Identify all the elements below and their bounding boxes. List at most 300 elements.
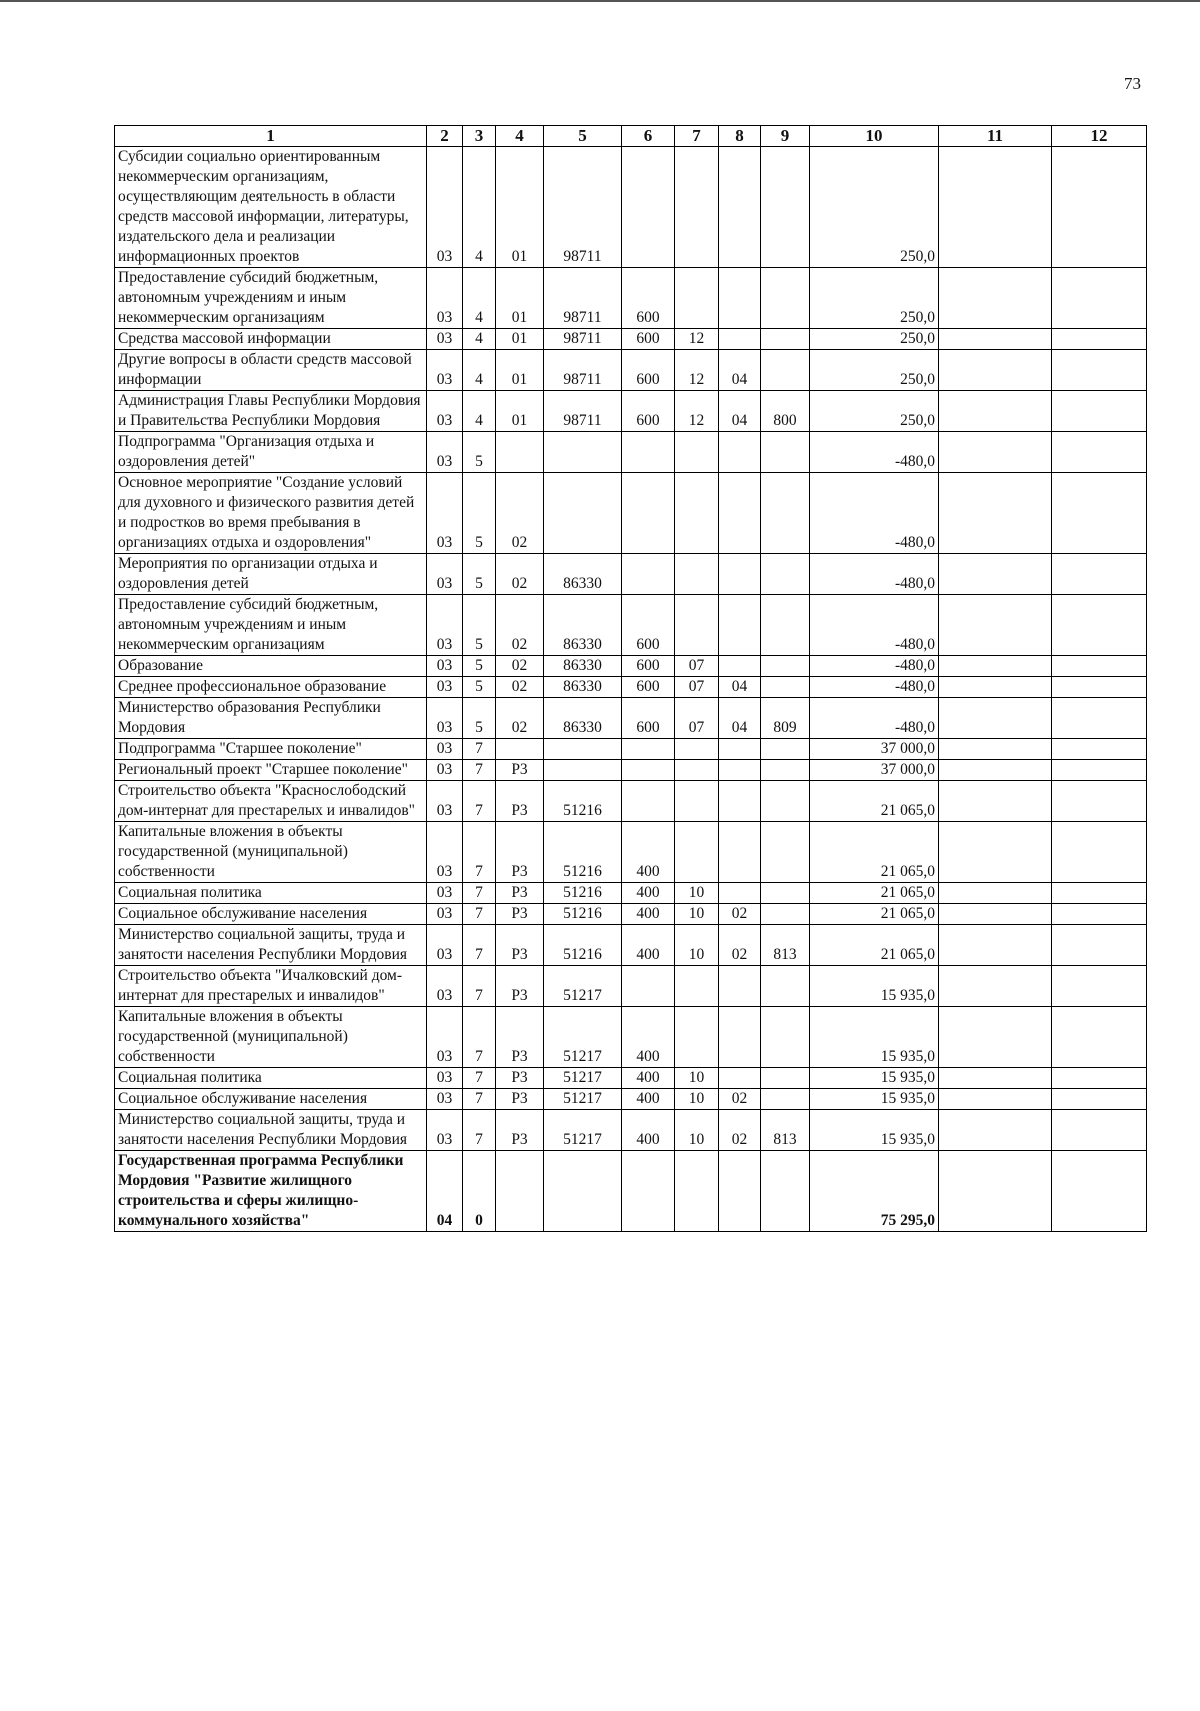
- direction-code-cell: [544, 739, 622, 760]
- section-code-cell: 03: [427, 473, 463, 554]
- column-12-cell: [1052, 595, 1147, 656]
- table-row: [115, 554, 1147, 595]
- amount-cell: 250,0: [810, 350, 939, 391]
- column-12-cell: [1052, 925, 1147, 966]
- direction-code-cell: 98711: [544, 350, 622, 391]
- column-header: 8: [719, 126, 761, 147]
- column-11-cell: [939, 432, 1052, 473]
- subsection-cell: 02: [719, 904, 761, 925]
- expense-type-cell: [622, 781, 675, 822]
- direction-code-cell: 51217: [544, 1089, 622, 1110]
- event-code-cell: 01: [496, 391, 544, 432]
- ministry-code-cell: [761, 147, 810, 268]
- ministry-code-cell: [761, 432, 810, 473]
- expense-type-cell: 600: [622, 391, 675, 432]
- row-name-cell: Подпрограмма "Организация отдыха и оздоровления детей": [115, 432, 427, 473]
- event-code-cell: [496, 739, 544, 760]
- column-11-cell: [939, 781, 1052, 822]
- column-11-cell: [939, 147, 1052, 268]
- column-12-cell: [1052, 473, 1147, 554]
- event-code-cell: P3: [496, 1068, 544, 1089]
- ministry-code-cell: [761, 473, 810, 554]
- column-12-cell: [1052, 883, 1147, 904]
- expense-type-cell: 400: [622, 1007, 675, 1068]
- table-body: [115, 147, 1147, 1232]
- subsection-cell: 02: [719, 1089, 761, 1110]
- expense-type-cell: 600: [622, 329, 675, 350]
- row-name-cell: Министерство социальной защиты, труда и занятости населения Республики Мордовия: [115, 1110, 427, 1151]
- section-code-cell: 03: [427, 1110, 463, 1151]
- table-row: [115, 781, 1147, 822]
- event-code-cell: [496, 432, 544, 473]
- amount-cell: 250,0: [810, 147, 939, 268]
- row-name-cell: Социальная политика: [115, 883, 427, 904]
- amount-cell: 21 065,0: [810, 781, 939, 822]
- event-code-cell: P3: [496, 760, 544, 781]
- ministry-code-cell: [761, 781, 810, 822]
- direction-code-cell: 51216: [544, 822, 622, 883]
- event-code-cell: P3: [496, 925, 544, 966]
- chapter-cell: 10: [675, 925, 719, 966]
- column-11-cell: [939, 822, 1052, 883]
- column-11-cell: [939, 760, 1052, 781]
- expense-type-cell: 600: [622, 698, 675, 739]
- column-header: 1: [115, 126, 427, 147]
- column-header: 12: [1052, 126, 1147, 147]
- row-name-cell: Субсидии социально ориентированным некоммерческим организациям, осуществляющим деятельность в области средств массовой информации, литературы, издательского дела и реализации информационных проектов: [115, 147, 427, 268]
- subprogram-code-cell: 7: [463, 1007, 496, 1068]
- row-name-cell: Мероприятия по организации отдыха и оздоровления детей: [115, 554, 427, 595]
- budget-table: [114, 125, 1147, 1232]
- column-12-cell: [1052, 781, 1147, 822]
- direction-code-cell: 51216: [544, 925, 622, 966]
- subsection-cell: [719, 473, 761, 554]
- section-code-cell: 03: [427, 391, 463, 432]
- table-header-row: [115, 126, 1147, 147]
- column-11-cell: [939, 554, 1052, 595]
- chapter-cell: [675, 739, 719, 760]
- direction-code-cell: 51217: [544, 1068, 622, 1089]
- ministry-code-cell: 813: [761, 925, 810, 966]
- table-row: [115, 739, 1147, 760]
- section-code-cell: 03: [427, 350, 463, 391]
- row-name-cell: Социальная политика: [115, 1068, 427, 1089]
- column-11-cell: [939, 1110, 1052, 1151]
- table-row: [115, 656, 1147, 677]
- chapter-cell: [675, 147, 719, 268]
- direction-code-cell: [544, 473, 622, 554]
- section-code-cell: 03: [427, 595, 463, 656]
- ministry-code-cell: [761, 595, 810, 656]
- table-row: [115, 925, 1147, 966]
- subprogram-code-cell: 7: [463, 904, 496, 925]
- row-name-cell: Министерство образования Республики Мордовия: [115, 698, 427, 739]
- direction-code-cell: 98711: [544, 329, 622, 350]
- event-code-cell: 01: [496, 268, 544, 329]
- amount-cell: -480,0: [810, 698, 939, 739]
- direction-code-cell: 98711: [544, 391, 622, 432]
- section-code-cell: 03: [427, 1007, 463, 1068]
- section-code-cell: 03: [427, 656, 463, 677]
- direction-code-cell: [544, 432, 622, 473]
- expense-type-cell: [622, 432, 675, 473]
- section-code-cell: 03: [427, 432, 463, 473]
- row-name-cell: Средства массовой информации: [115, 329, 427, 350]
- direction-code-cell: 86330: [544, 656, 622, 677]
- event-code-cell: 01: [496, 350, 544, 391]
- chapter-cell: [675, 760, 719, 781]
- direction-code-cell: 51217: [544, 1110, 622, 1151]
- row-name-cell: Основное мероприятие "Создание условий для духовного и физического развития детей и подростков во время пребывания в организациях отдыха и оздоровления": [115, 473, 427, 554]
- subsection-cell: 04: [719, 677, 761, 698]
- subprogram-code-cell: 7: [463, 760, 496, 781]
- table-row: [115, 698, 1147, 739]
- table-row: [115, 822, 1147, 883]
- subprogram-code-cell: 7: [463, 925, 496, 966]
- column-11-cell: [939, 268, 1052, 329]
- chapter-cell: 12: [675, 391, 719, 432]
- chapter-cell: [675, 822, 719, 883]
- event-code-cell: P3: [496, 1007, 544, 1068]
- column-12-cell: [1052, 760, 1147, 781]
- chapter-cell: 07: [675, 698, 719, 739]
- row-name-cell: Подпрограмма "Старшее поколение": [115, 739, 427, 760]
- column-header: 5: [544, 126, 622, 147]
- amount-cell: 21 065,0: [810, 822, 939, 883]
- section-code-cell: 03: [427, 883, 463, 904]
- ministry-code-cell: [761, 822, 810, 883]
- subsection-cell: [719, 966, 761, 1007]
- amount-cell: 15 935,0: [810, 1007, 939, 1068]
- table-row: [115, 883, 1147, 904]
- column-12-cell: [1052, 966, 1147, 1007]
- column-12-cell: [1052, 1007, 1147, 1068]
- table-row: [115, 268, 1147, 329]
- section-code-cell: 03: [427, 329, 463, 350]
- ministry-code-cell: [761, 656, 810, 677]
- chapter-cell: 12: [675, 329, 719, 350]
- column-11-cell: [939, 391, 1052, 432]
- subprogram-code-cell: 4: [463, 391, 496, 432]
- column-11-cell: [939, 473, 1052, 554]
- direction-code-cell: [544, 1151, 622, 1232]
- column-11-cell: [939, 329, 1052, 350]
- subsection-cell: [719, 1151, 761, 1232]
- section-code-cell: 03: [427, 760, 463, 781]
- expense-type-cell: [622, 739, 675, 760]
- ministry-code-cell: [761, 966, 810, 1007]
- amount-cell: 15 935,0: [810, 1089, 939, 1110]
- column-12-cell: [1052, 677, 1147, 698]
- top-border-line: [0, 0, 1200, 2]
- chapter-cell: 10: [675, 1089, 719, 1110]
- chapter-cell: [675, 473, 719, 554]
- amount-cell: 21 065,0: [810, 883, 939, 904]
- direction-code-cell: [544, 760, 622, 781]
- table-row: [115, 904, 1147, 925]
- expense-type-cell: [622, 760, 675, 781]
- column-header: 11: [939, 126, 1052, 147]
- subprogram-code-cell: 5: [463, 554, 496, 595]
- subsection-cell: [719, 760, 761, 781]
- direction-code-cell: 86330: [544, 698, 622, 739]
- ministry-code-cell: [761, 677, 810, 698]
- column-12-cell: [1052, 147, 1147, 268]
- expense-type-cell: [622, 554, 675, 595]
- ministry-code-cell: [761, 739, 810, 760]
- expense-type-cell: [622, 966, 675, 1007]
- column-header: 6: [622, 126, 675, 147]
- subsection-cell: [719, 1007, 761, 1068]
- column-11-cell: [939, 1151, 1052, 1232]
- subsection-cell: [719, 1068, 761, 1089]
- amount-cell: 21 065,0: [810, 925, 939, 966]
- subsection-cell: [719, 822, 761, 883]
- amount-cell: -480,0: [810, 473, 939, 554]
- section-code-cell: 03: [427, 966, 463, 1007]
- column-header: 3: [463, 126, 496, 147]
- table-row: [115, 391, 1147, 432]
- column-11-cell: [939, 904, 1052, 925]
- column-11-cell: [939, 1089, 1052, 1110]
- direction-code-cell: 51216: [544, 781, 622, 822]
- expense-type-cell: 600: [622, 677, 675, 698]
- amount-cell: 250,0: [810, 268, 939, 329]
- expense-type-cell: 600: [622, 656, 675, 677]
- table-row: [115, 1151, 1147, 1232]
- table-row: [115, 1110, 1147, 1151]
- event-code-cell: P3: [496, 1089, 544, 1110]
- table-row: [115, 432, 1147, 473]
- section-code-cell: 03: [427, 1068, 463, 1089]
- direction-code-cell: 86330: [544, 595, 622, 656]
- column-header: 4: [496, 126, 544, 147]
- direction-code-cell: 86330: [544, 677, 622, 698]
- subprogram-code-cell: 7: [463, 739, 496, 760]
- expense-type-cell: 600: [622, 595, 675, 656]
- event-code-cell: P3: [496, 822, 544, 883]
- direction-code-cell: 98711: [544, 268, 622, 329]
- expense-type-cell: 400: [622, 822, 675, 883]
- subsection-cell: 02: [719, 925, 761, 966]
- event-code-cell: P3: [496, 966, 544, 1007]
- column-11-cell: [939, 739, 1052, 760]
- subsection-cell: 02: [719, 1110, 761, 1151]
- column-12-cell: [1052, 1068, 1147, 1089]
- amount-cell: 250,0: [810, 329, 939, 350]
- chapter-cell: 10: [675, 1068, 719, 1089]
- subsection-cell: [719, 329, 761, 350]
- ministry-code-cell: [761, 760, 810, 781]
- chapter-cell: [675, 1151, 719, 1232]
- event-code-cell: P3: [496, 904, 544, 925]
- chapter-cell: [675, 966, 719, 1007]
- subprogram-code-cell: 5: [463, 595, 496, 656]
- column-12-cell: [1052, 904, 1147, 925]
- amount-cell: -480,0: [810, 554, 939, 595]
- column-12-cell: [1052, 268, 1147, 329]
- subsection-cell: [719, 883, 761, 904]
- chapter-cell: [675, 1007, 719, 1068]
- table-row: [115, 473, 1147, 554]
- row-name-cell: Предоставление субсидий бюджетным, автономным учреждениям и иным некоммерческим организациям: [115, 595, 427, 656]
- chapter-cell: 07: [675, 677, 719, 698]
- table-row: [115, 147, 1147, 268]
- amount-cell: 75 295,0: [810, 1151, 939, 1232]
- ministry-code-cell: [761, 1007, 810, 1068]
- event-code-cell: 02: [496, 698, 544, 739]
- subprogram-code-cell: 7: [463, 966, 496, 1007]
- row-name-cell: Образование: [115, 656, 427, 677]
- subsection-cell: 04: [719, 391, 761, 432]
- subsection-cell: [719, 554, 761, 595]
- row-name-cell: Социальное обслуживание населения: [115, 904, 427, 925]
- event-code-cell: 02: [496, 554, 544, 595]
- expense-type-cell: [622, 1151, 675, 1232]
- expense-type-cell: [622, 473, 675, 554]
- subprogram-code-cell: 5: [463, 473, 496, 554]
- subprogram-code-cell: 7: [463, 1110, 496, 1151]
- column-11-cell: [939, 595, 1052, 656]
- direction-code-cell: 51216: [544, 883, 622, 904]
- expense-type-cell: 600: [622, 268, 675, 329]
- expense-type-cell: 400: [622, 1089, 675, 1110]
- column-11-cell: [939, 677, 1052, 698]
- chapter-cell: [675, 595, 719, 656]
- subprogram-code-cell: 5: [463, 698, 496, 739]
- row-name-cell: Региональный проект "Старшее поколение": [115, 760, 427, 781]
- subsection-cell: [719, 781, 761, 822]
- event-code-cell: 02: [496, 595, 544, 656]
- subprogram-code-cell: 7: [463, 1089, 496, 1110]
- amount-cell: 37 000,0: [810, 760, 939, 781]
- column-11-cell: [939, 966, 1052, 1007]
- subprogram-code-cell: 4: [463, 147, 496, 268]
- event-code-cell: 01: [496, 147, 544, 268]
- direction-code-cell: 98711: [544, 147, 622, 268]
- table-row: [115, 1007, 1147, 1068]
- column-12-cell: [1052, 656, 1147, 677]
- amount-cell: 15 935,0: [810, 1110, 939, 1151]
- row-name-cell: Капитальные вложения в объекты государственной (муниципальной) собственности: [115, 822, 427, 883]
- event-code-cell: P3: [496, 883, 544, 904]
- table-row: [115, 1089, 1147, 1110]
- column-11-cell: [939, 350, 1052, 391]
- row-name-cell: Строительство объекта "Ичалковский дом-интернат для престарелых и инвалидов": [115, 966, 427, 1007]
- row-name-cell: Администрация Главы Республики Мордовия и Правительства Республики Мордовия: [115, 391, 427, 432]
- section-code-cell: 04: [427, 1151, 463, 1232]
- expense-type-cell: 400: [622, 883, 675, 904]
- column-header: 2: [427, 126, 463, 147]
- amount-cell: 15 935,0: [810, 966, 939, 1007]
- subprogram-code-cell: 7: [463, 1068, 496, 1089]
- expense-type-cell: 400: [622, 904, 675, 925]
- section-code-cell: 03: [427, 1089, 463, 1110]
- row-name-cell: Строительство объекта "Краснослободский дом-интернат для престарелых и инвалидов": [115, 781, 427, 822]
- amount-cell: -480,0: [810, 656, 939, 677]
- subprogram-code-cell: 5: [463, 656, 496, 677]
- column-12-cell: [1052, 1110, 1147, 1151]
- column-12-cell: [1052, 350, 1147, 391]
- page-number: 73: [1124, 74, 1141, 93]
- subsection-cell: [719, 739, 761, 760]
- amount-cell: 15 935,0: [810, 1068, 939, 1089]
- ministry-code-cell: [761, 1089, 810, 1110]
- subprogram-code-cell: 5: [463, 432, 496, 473]
- row-name-cell: Социальное обслуживание населения: [115, 1089, 427, 1110]
- row-name-cell: Министерство социальной защиты, труда и занятости населения Республики Мордовия: [115, 925, 427, 966]
- table-row: [115, 1068, 1147, 1089]
- column-12-cell: [1052, 1151, 1147, 1232]
- ministry-code-cell: [761, 554, 810, 595]
- section-code-cell: 03: [427, 822, 463, 883]
- expense-type-cell: [622, 147, 675, 268]
- column-11-cell: [939, 698, 1052, 739]
- column-header: 9: [761, 126, 810, 147]
- column-12-cell: [1052, 329, 1147, 350]
- ministry-code-cell: 813: [761, 1110, 810, 1151]
- table-row: [115, 677, 1147, 698]
- column-11-cell: [939, 1007, 1052, 1068]
- ministry-code-cell: [761, 1068, 810, 1089]
- chapter-cell: [675, 268, 719, 329]
- subprogram-code-cell: 4: [463, 350, 496, 391]
- ministry-code-cell: [761, 329, 810, 350]
- chapter-cell: 12: [675, 350, 719, 391]
- row-name-cell: Предоставление субсидий бюджетным, автономным учреждениям и иным некоммерческим организациям: [115, 268, 427, 329]
- ministry-code-cell: 809: [761, 698, 810, 739]
- chapter-cell: [675, 432, 719, 473]
- section-code-cell: 03: [427, 677, 463, 698]
- ministry-code-cell: [761, 883, 810, 904]
- subprogram-code-cell: 5: [463, 677, 496, 698]
- column-header: 7: [675, 126, 719, 147]
- event-code-cell: 02: [496, 473, 544, 554]
- amount-cell: -480,0: [810, 432, 939, 473]
- direction-code-cell: 86330: [544, 554, 622, 595]
- subsection-cell: [719, 432, 761, 473]
- subsection-cell: 04: [719, 350, 761, 391]
- event-code-cell: P3: [496, 781, 544, 822]
- chapter-cell: [675, 781, 719, 822]
- column-12-cell: [1052, 554, 1147, 595]
- subprogram-code-cell: 7: [463, 822, 496, 883]
- row-name-cell: Государственная программа Республики Мордовия "Развитие жилищного строительства и сферы жилищно-коммунального хозяйства": [115, 1151, 427, 1232]
- table-row: [115, 595, 1147, 656]
- subprogram-code-cell: 4: [463, 268, 496, 329]
- chapter-cell: 10: [675, 883, 719, 904]
- ministry-code-cell: [761, 904, 810, 925]
- event-code-cell: [496, 1151, 544, 1232]
- expense-type-cell: 400: [622, 1068, 675, 1089]
- subsection-cell: [719, 268, 761, 329]
- row-name-cell: Другие вопросы в области средств массовой информации: [115, 350, 427, 391]
- column-12-cell: [1052, 391, 1147, 432]
- subsection-cell: [719, 656, 761, 677]
- section-code-cell: 03: [427, 904, 463, 925]
- column-12-cell: [1052, 1089, 1147, 1110]
- column-11-cell: [939, 1068, 1052, 1089]
- event-code-cell: 01: [496, 329, 544, 350]
- section-code-cell: 03: [427, 698, 463, 739]
- ministry-code-cell: [761, 1151, 810, 1232]
- table-row: [115, 760, 1147, 781]
- section-code-cell: 03: [427, 268, 463, 329]
- subprogram-code-cell: 7: [463, 781, 496, 822]
- column-12-cell: [1052, 698, 1147, 739]
- subprogram-code-cell: 4: [463, 329, 496, 350]
- expense-type-cell: 400: [622, 925, 675, 966]
